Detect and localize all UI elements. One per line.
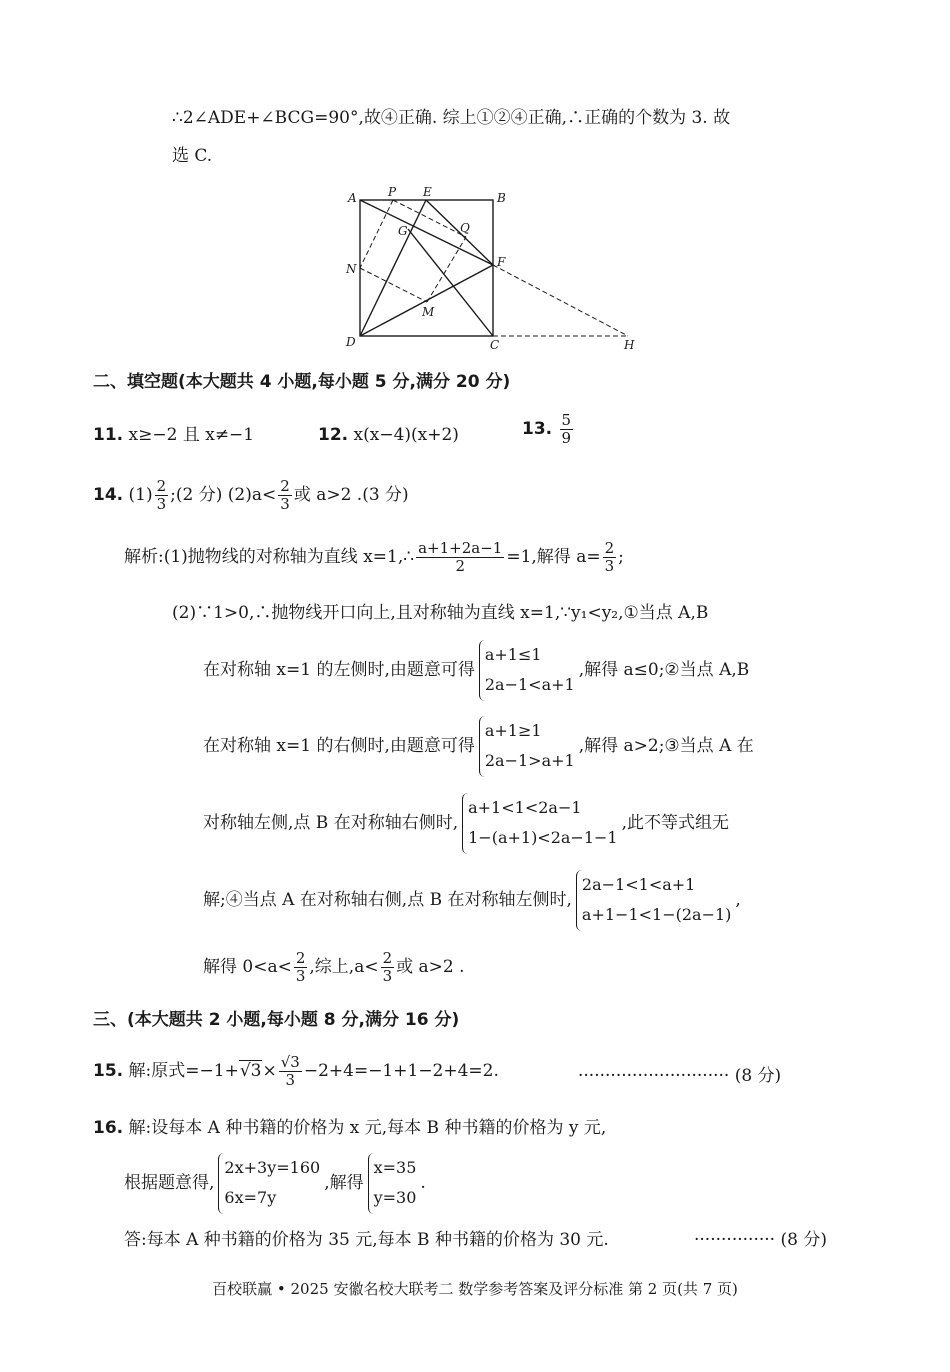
question-number: 11. — [93, 425, 124, 445]
answer-14: 14. (1) $\frac{2}{3}$ ;(2 分) (2)a< $\frac{2}{3}$ 或 a>2 .(3 分) — [93, 477, 409, 514]
segment-fh — [493, 265, 628, 336]
analysis-line-5: 对称轴左侧,点 B 在对称轴右侧时, a+1<1<2a−1 1−(a+1)<2a−1−1 ,此不等式组无 — [203, 793, 729, 854]
label-a: A — [348, 191, 357, 205]
answer-text: x(x−4)(x+2) — [353, 425, 459, 445]
label-m: M — [422, 305, 435, 319]
label-d: D — [346, 335, 356, 349]
analysis-line-3: 在对称轴 x=1 的左侧时,由题意可得 a+1≤1 2a−1<a+1 ,解得 a≤0;②当点 A,B — [203, 640, 749, 701]
answer-13 — [522, 412, 575, 448]
question-number: 16. — [93, 1118, 124, 1138]
segment-mq — [427, 237, 466, 302]
label-n: N — [346, 262, 357, 276]
fraction: $\frac{5}{9}$ — [561, 411, 572, 448]
solution-system: x=35 y=30 — [368, 1153, 417, 1214]
analysis-line-6: 解;④当点 A 在对称轴右侧,点 B 在对称轴左侧时, 2a−1<1<a+1 a+1−1<1−(2a−1) , — [203, 870, 741, 931]
inequality-system: 2a−1<1<a+1 a+1−1<1−(2a−1) — [576, 870, 732, 931]
label-p: P — [388, 185, 397, 199]
answer-15: 15. 解:原式=−1+√3× $\frac{√3}{3}$ −2+4=−1+1−2+4=2. — [93, 1053, 499, 1090]
fraction: $\frac{2}{3}$ — [295, 949, 306, 986]
label-e: E — [423, 185, 432, 199]
answer-11 — [93, 425, 254, 446]
question-number: 13. — [522, 419, 553, 440]
fraction: $\frac{2}{3}$ — [604, 539, 615, 576]
question-number: 15. — [93, 1061, 124, 1082]
score-15: ···························· (8 分) — [578, 1066, 782, 1086]
geometry-figure — [340, 185, 640, 355]
analysis-line-7: 解得 0<a< $\frac{2}{3}$ ,综上,a< $\frac{2}{3}$ 或 a>2 . — [203, 949, 465, 986]
analysis-line-2: (2)∵1>0,∴抛物线开口向上,且对称轴为直线 x=1,∵y₁<y₂,①当点 A,B — [172, 603, 709, 623]
equation-system: 2x+3y=160 6x=7y — [218, 1153, 320, 1214]
label-h: H — [624, 338, 635, 352]
question-number: 12. — [318, 425, 349, 445]
segment-gc — [408, 229, 493, 336]
inequality-system: a+1<1<2a−1 1−(a+1)<2a−1−1 — [462, 793, 618, 854]
fraction: $\frac{2}{3}$ — [156, 477, 167, 514]
segment-df — [360, 265, 493, 336]
fraction: $\frac{2}{3}$ — [382, 949, 393, 986]
solution-line-1: ∴2∠ADE+∠BCG=90°,故④正确. 综上①②④正确,∴正确的个数为 3. 故 — [172, 108, 731, 128]
section-heading-3: 三、(本大题共 2 小题,每小题 8 分,满分 16 分) — [93, 1010, 460, 1030]
answer-16-line-2: 根据题意得, 2x+3y=160 6x=7y ,解得 x=35 y=30 . — [124, 1153, 426, 1214]
segment-af — [360, 200, 493, 265]
solution-line-2: 选 C. — [172, 146, 213, 166]
analysis-line-1: 解析:(1)抛物线的对称轴为直线 x=1,∴ $\frac{a+1+2a-1}{2}$ =1,解得 a= $\frac{2}{3}$ ; — [124, 539, 624, 576]
analysis-line-4: 在对称轴 x=1 的右侧时,由题意可得 a+1≥1 2a−1>a+1 ,解得 a>2;③当点 A 在 — [203, 716, 754, 777]
label-b: B — [497, 191, 506, 205]
inequality-system: a+1≥1 2a−1>a+1 — [479, 716, 575, 777]
segment-nm — [360, 268, 427, 302]
answer-text: x≥−2 且 x≠−1 — [128, 425, 255, 445]
answer-12 — [318, 425, 459, 446]
answer-16-line-1: 16. 解:设每本 A 种书籍的价格为 x 元,每本 B 种书籍的价格为 y 元, — [93, 1118, 607, 1138]
label-q: Q — [460, 221, 470, 235]
fraction: $\frac{a+1+2a-1}{2}$ — [418, 539, 503, 576]
fraction: $\frac{2}{3}$ — [280, 477, 290, 514]
label-f: F — [497, 255, 506, 269]
label-c: C — [490, 338, 500, 352]
page-footer: 百校联赢 • 2025 安徽名校大联考二 数学参考答案及评分标准 第 2 页(共 7 页) — [212, 1280, 738, 1298]
inequality-system: a+1≤1 2a−1<a+1 — [479, 640, 575, 701]
section-heading-fill-in: 二、填空题(本大题共 4 小题,每小题 5 分,满分 20 分) — [93, 372, 511, 392]
answer-16-conclusion: 答:每本 A 种书籍的价格为 35 元,每本 B 种书籍的价格为 30 元. — [124, 1230, 609, 1250]
fraction: $\frac{√3}{3}$ — [280, 1053, 300, 1090]
question-number: 14. — [93, 485, 124, 506]
label-g: G — [398, 224, 408, 238]
segment-ed — [360, 200, 426, 336]
segment-pn — [360, 200, 393, 268]
score-16: ··············· (8 分) — [694, 1230, 827, 1250]
